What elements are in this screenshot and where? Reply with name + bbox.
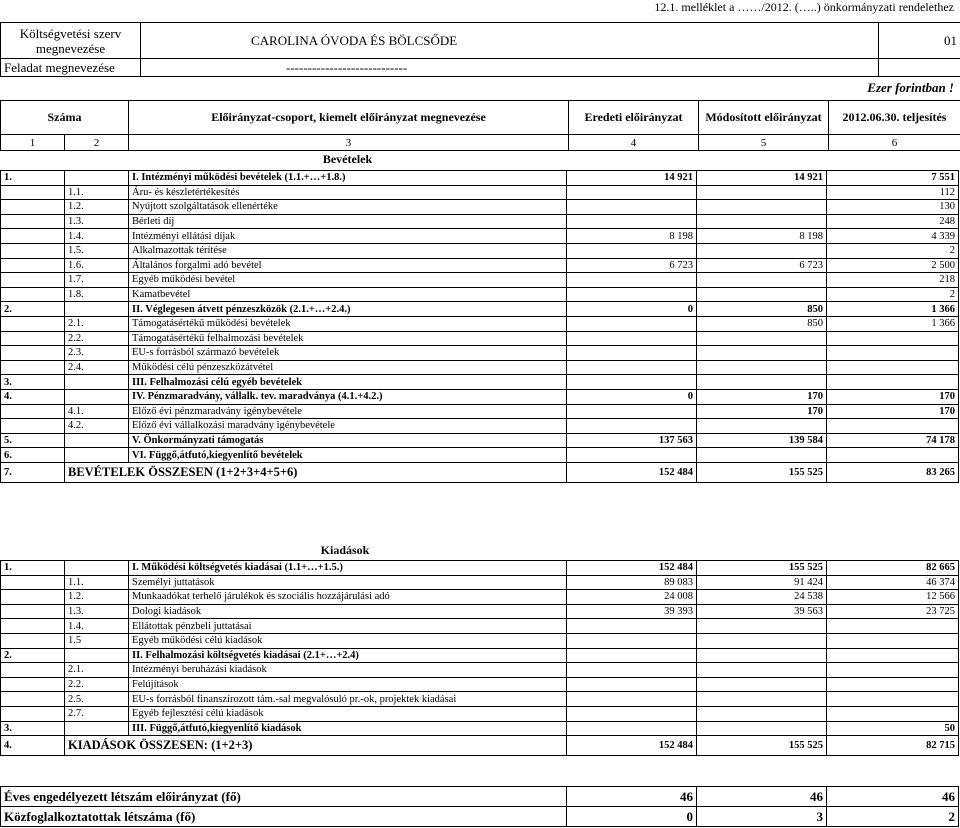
row-number: [1, 331, 65, 346]
row-actual: 2 500: [827, 258, 959, 273]
institution-name: CAROLINA ÓVODA ÉS BÖLCSŐDE: [141, 23, 879, 59]
row-subnumber: 2.2.: [65, 331, 129, 346]
row-modified: 155 525: [697, 561, 827, 576]
row-subnumber: 2.1.: [65, 663, 129, 678]
row-original: [567, 316, 697, 331]
table-row: [1, 433, 959, 448]
row-subnumber: 2.4.: [65, 360, 129, 375]
row-subnumber: 1.1.: [65, 185, 129, 200]
row-name: IV. Pénzmaradvány, vállalk. tev. maradványa (4.1.+4.2.): [129, 389, 567, 404]
row-name: Támogatásértékű működési bevételek: [129, 316, 567, 331]
row-name: Egyéb fejlesztési célú kiadások: [129, 706, 567, 721]
row-name: Egyéb működési célú kiadások: [129, 633, 567, 648]
row-original: [567, 648, 697, 663]
col-actual-header: 2012.06.30. teljesítés: [829, 101, 960, 135]
row-actual: 2: [827, 243, 959, 258]
table-row: [1, 346, 959, 361]
row-original: [567, 404, 697, 419]
row-name: Áru- és készletértékesítés: [129, 185, 567, 200]
row-number: 2.: [1, 302, 65, 317]
row-name: Ellátottak pénzbeli juttatásai: [129, 619, 567, 634]
table-row: [1, 185, 959, 200]
row-subnumber: 1.3.: [65, 214, 129, 229]
row-actual: 2: [827, 287, 959, 302]
row-original: 89 083: [567, 575, 697, 590]
row-modified: [697, 200, 827, 215]
unit-note: Ezer forintban !: [867, 80, 954, 95]
row-actual: [827, 331, 959, 346]
table-row: [1, 404, 959, 419]
row-name: Működési célú pénzeszközátvétel: [129, 360, 567, 375]
row-name: I. Működési költségvetés kiadásai (1.1+…+1.5.): [129, 561, 567, 576]
staff-actual: 46: [827, 787, 959, 807]
row-modified: [697, 648, 827, 663]
row-modified: [697, 214, 827, 229]
col-modified-header: Módosított előirányzat: [699, 101, 829, 135]
staff-modified: 3: [697, 807, 827, 827]
staff-table: [0, 786, 959, 827]
staff-row: [1, 787, 959, 807]
row-modified: [697, 331, 827, 346]
table-row: [1, 561, 959, 576]
row-number: [1, 185, 65, 200]
row-name: Alkalmazottak térítése: [129, 243, 567, 258]
row-name: Előző évi pénzmaradvány igénybevétele: [129, 404, 567, 419]
row-actual: [827, 663, 959, 678]
row-subnumber: [65, 171, 129, 186]
row-actual: 1 366: [827, 316, 959, 331]
col-index: 2: [65, 135, 129, 151]
row-modified: [697, 185, 827, 200]
row-name: Személyi juttatások: [129, 575, 567, 590]
row-name: Intézményi beruházási kiadások: [129, 663, 567, 678]
column-index-table: [0, 134, 960, 151]
task-value: ----------------------------: [141, 59, 879, 77]
row-subnumber: 1.2.: [65, 590, 129, 605]
row-subnumber: 2.7.: [65, 706, 129, 721]
row-original: 8 198: [567, 229, 697, 244]
row-modified: 14 921: [697, 171, 827, 186]
row-subnumber: [65, 389, 129, 404]
row-name: Általános forgalmi adó bevétel: [129, 258, 567, 273]
table-row: [1, 258, 959, 273]
row-name: Bérleti díj: [129, 214, 567, 229]
row-actual: 130: [827, 200, 959, 215]
row-modified: [697, 419, 827, 434]
row-modified: 6 723: [697, 258, 827, 273]
row-number: 5.: [1, 433, 65, 448]
row-number: [1, 590, 65, 605]
row-original: [567, 721, 697, 736]
row-actual: [827, 419, 959, 434]
row-original: [567, 663, 697, 678]
row-subnumber: [65, 433, 129, 448]
row-original: [567, 692, 697, 707]
total-modified: 155 525: [697, 736, 827, 756]
row-subnumber: 1.7.: [65, 273, 129, 288]
total-number: 4.: [1, 736, 65, 756]
row-subnumber: [65, 448, 129, 463]
table-row: [1, 419, 959, 434]
row-subnumber: [65, 375, 129, 390]
row-name: III. Felhalmozási célú egyéb bevételek: [129, 375, 567, 390]
row-modified: [697, 706, 827, 721]
table-row: [1, 633, 959, 648]
staff-label: Éves engedélyezett létszám előirányzat (fő): [1, 787, 567, 807]
expense-table: [0, 560, 959, 756]
row-number: [1, 677, 65, 692]
row-name: Munkaadókat terhelő járulékok és szociális hozzájárulási adó: [129, 590, 567, 605]
row-original: 152 484: [567, 561, 697, 576]
row-original: [567, 619, 697, 634]
row-modified: [697, 692, 827, 707]
row-actual: [827, 448, 959, 463]
row-original: 39 393: [567, 604, 697, 619]
row-modified: [697, 375, 827, 390]
row-name: EU-s forrásból származó bevételek: [129, 346, 567, 361]
row-modified: 170: [697, 404, 827, 419]
row-original: [567, 273, 697, 288]
row-original: [567, 633, 697, 648]
row-number: [1, 243, 65, 258]
table-row: [1, 721, 959, 736]
total-name: KIADÁSOK ÖSSZESEN: (1+2+3): [65, 736, 567, 756]
row-original: 137 563: [567, 433, 697, 448]
table-row: [1, 604, 959, 619]
col-index: 3: [129, 135, 569, 151]
row-number: [1, 692, 65, 707]
table-row: [1, 575, 959, 590]
row-number: 4.: [1, 389, 65, 404]
row-original: [567, 331, 697, 346]
row-subnumber: 1.1.: [65, 575, 129, 590]
row-subnumber: [65, 648, 129, 663]
row-modified: [697, 360, 827, 375]
row-subnumber: 1.4.: [65, 229, 129, 244]
row-number: [1, 214, 65, 229]
table-row: [1, 229, 959, 244]
row-subnumber: 1.8.: [65, 287, 129, 302]
row-original: [567, 706, 697, 721]
staff-original: 0: [567, 807, 697, 827]
row-name: Dologi kiadások: [129, 604, 567, 619]
column-header-table: [0, 100, 960, 135]
row-number: 1.: [1, 561, 65, 576]
row-actual: [827, 633, 959, 648]
row-original: [567, 200, 697, 215]
row-number: [1, 575, 65, 590]
total-number: 7.: [1, 462, 65, 482]
row-modified: [697, 619, 827, 634]
row-actual: [827, 648, 959, 663]
row-actual: [827, 360, 959, 375]
row-subnumber: [65, 721, 129, 736]
total-original: 152 484: [567, 462, 697, 482]
row-name: EU-s forrásból finanszírozott tám.-sal megvalósuló pr.-ok, projektek kiadásai: [129, 692, 567, 707]
col-index: 6: [829, 135, 960, 151]
row-subnumber: [65, 302, 129, 317]
annex-note: 12.1. melléklet a ……/2012. (…..) önkormányzati rendelethez: [654, 0, 954, 14]
table-row: [1, 590, 959, 605]
table-row: [1, 706, 959, 721]
row-actual: 170: [827, 389, 959, 404]
row-name: Intézményi ellátási díjak: [129, 229, 567, 244]
row-original: 14 921: [567, 171, 697, 186]
row-actual: 12 566: [827, 590, 959, 605]
col-name-header: Előirányzat-csoport, kiemelt előirányzat megnevezése: [129, 101, 569, 135]
row-number: 3.: [1, 375, 65, 390]
row-modified: [697, 677, 827, 692]
row-actual: 7 551: [827, 171, 959, 186]
row-name: III. Függő,átfutó,kiegyenlítő kiadások: [129, 721, 567, 736]
col-index: 1: [1, 135, 65, 151]
row-actual: 170: [827, 404, 959, 419]
income-table: [0, 170, 959, 483]
row-original: 0: [567, 302, 697, 317]
row-number: [1, 346, 65, 361]
row-original: [567, 243, 697, 258]
expense-section-title: Kiadások: [320, 543, 370, 557]
row-subnumber: 1.5.: [65, 243, 129, 258]
row-name: II. Véglegesen átvett pénzeszközök (2.1.+…+2.4.): [129, 302, 567, 317]
row-actual: 218: [827, 273, 959, 288]
row-modified: 24 538: [697, 590, 827, 605]
row-number: [1, 316, 65, 331]
table-row: [1, 619, 959, 634]
task-label: Feladat megnevezése: [1, 59, 141, 77]
row-name: Támogatásértékű felhalmozási bevételek: [129, 331, 567, 346]
row-name: II. Felhalmozási költségvetés kiadásai (2.1+…+2.4): [129, 648, 567, 663]
row-name: Nyújtott szolgáltatások ellenértéke: [129, 200, 567, 215]
row-actual: [827, 677, 959, 692]
table-row: [1, 302, 959, 317]
row-subnumber: 1.5: [65, 633, 129, 648]
row-number: [1, 229, 65, 244]
col-index: 5: [699, 135, 829, 151]
staff-original: 46: [567, 787, 697, 807]
col-original-header: Eredeti előirányzat: [569, 101, 699, 135]
row-original: [567, 677, 697, 692]
row-modified: [697, 663, 827, 678]
row-number: [1, 419, 65, 434]
staff-row: [1, 807, 959, 827]
col-index: 4: [569, 135, 699, 151]
row-actual: [827, 346, 959, 361]
row-original: [567, 360, 697, 375]
col-number-header: Száma: [1, 101, 129, 135]
row-number: [1, 633, 65, 648]
row-original: [567, 185, 697, 200]
row-number: 1.: [1, 171, 65, 186]
row-actual: [827, 706, 959, 721]
row-modified: 850: [697, 302, 827, 317]
row-actual: [827, 375, 959, 390]
row-name: Kamatbevétel: [129, 287, 567, 302]
row-number: 2.: [1, 648, 65, 663]
table-row: [1, 677, 959, 692]
row-original: 0: [567, 389, 697, 404]
row-original: 24 008: [567, 590, 697, 605]
row-number: [1, 258, 65, 273]
total-actual: 82 715: [827, 736, 959, 756]
row-number: [1, 287, 65, 302]
row-subnumber: 2.1.: [65, 316, 129, 331]
row-modified: 91 424: [697, 575, 827, 590]
row-number: [1, 273, 65, 288]
row-actual: [827, 692, 959, 707]
row-subnumber: [65, 561, 129, 576]
row-modified: [697, 346, 827, 361]
row-number: 6.: [1, 448, 65, 463]
table-row: [1, 287, 959, 302]
institution-code: 01: [879, 23, 960, 59]
income-section-title: Bevételek: [322, 152, 373, 166]
table-row: [1, 648, 959, 663]
row-actual: 112: [827, 185, 959, 200]
table-row: [1, 243, 959, 258]
row-actual: 248: [827, 214, 959, 229]
table-row: [1, 200, 959, 215]
row-actual: [827, 619, 959, 634]
row-modified: [697, 721, 827, 736]
row-subnumber: 1.4.: [65, 619, 129, 634]
staff-modified: 46: [697, 787, 827, 807]
row-actual: 50: [827, 721, 959, 736]
row-actual: 1 366: [827, 302, 959, 317]
row-original: [567, 419, 697, 434]
row-original: 6 723: [567, 258, 697, 273]
row-name: VI. Függő,átfutó,kiegyenlítő bevételek: [129, 448, 567, 463]
total-name: BEVÉTELEK ÖSSZESEN (1+2+3+4+5+6): [65, 462, 567, 482]
row-subnumber: 4.1.: [65, 404, 129, 419]
row-number: [1, 706, 65, 721]
row-original: [567, 346, 697, 361]
total-original: 152 484: [567, 736, 697, 756]
institution-label: Költségvetési szerv megnevezése: [1, 23, 141, 59]
table-row: [1, 448, 959, 463]
row-subnumber: 2.5.: [65, 692, 129, 707]
row-modified: 850: [697, 316, 827, 331]
row-name: Felújítások: [129, 677, 567, 692]
row-original: [567, 375, 697, 390]
header-table: [0, 22, 960, 77]
table-row: [1, 692, 959, 707]
row-actual: 74 178: [827, 433, 959, 448]
table-row: [1, 171, 959, 186]
row-actual: 4 339: [827, 229, 959, 244]
row-modified: [697, 633, 827, 648]
row-modified: 170: [697, 389, 827, 404]
table-row: [1, 375, 959, 390]
row-number: [1, 619, 65, 634]
total-modified: 155 525: [697, 462, 827, 482]
row-name: Előző évi vállalkozási maradvány igénybevétele: [129, 419, 567, 434]
row-number: 3.: [1, 721, 65, 736]
row-actual: 23 725: [827, 604, 959, 619]
row-number: [1, 200, 65, 215]
row-name: I. Intézményi működési bevételek (1.1.+…+1.8.): [129, 171, 567, 186]
row-actual: 82 665: [827, 561, 959, 576]
row-original: [567, 214, 697, 229]
total-actual: 83 265: [827, 462, 959, 482]
table-row: [1, 331, 959, 346]
row-subnumber: 1.2.: [65, 200, 129, 215]
row-modified: [697, 448, 827, 463]
row-number: [1, 404, 65, 419]
row-subnumber: 2.2.: [65, 677, 129, 692]
staff-label: Közfoglalkoztatottak létszáma (fő): [1, 807, 567, 827]
row-modified: 8 198: [697, 229, 827, 244]
row-modified: [697, 273, 827, 288]
row-actual: 46 374: [827, 575, 959, 590]
row-name: V. Önkormányzati támogatás: [129, 433, 567, 448]
total-row: [1, 462, 959, 482]
row-modified: [697, 243, 827, 258]
table-row: [1, 316, 959, 331]
row-number: [1, 604, 65, 619]
row-number: [1, 360, 65, 375]
row-original: [567, 448, 697, 463]
row-modified: 139 584: [697, 433, 827, 448]
table-row: [1, 389, 959, 404]
row-number: [1, 663, 65, 678]
row-subnumber: 2.3.: [65, 346, 129, 361]
row-modified: [697, 287, 827, 302]
row-subnumber: 4.2.: [65, 419, 129, 434]
table-row: [1, 360, 959, 375]
row-subnumber: 1.3.: [65, 604, 129, 619]
row-original: [567, 287, 697, 302]
row-name: Egyéb működési bevétel: [129, 273, 567, 288]
row-modified: 39 563: [697, 604, 827, 619]
table-row: [1, 663, 959, 678]
row-subnumber: 1.6.: [65, 258, 129, 273]
total-row: [1, 736, 959, 756]
table-row: [1, 214, 959, 229]
table-row: [1, 273, 959, 288]
staff-actual: 2: [827, 807, 959, 827]
